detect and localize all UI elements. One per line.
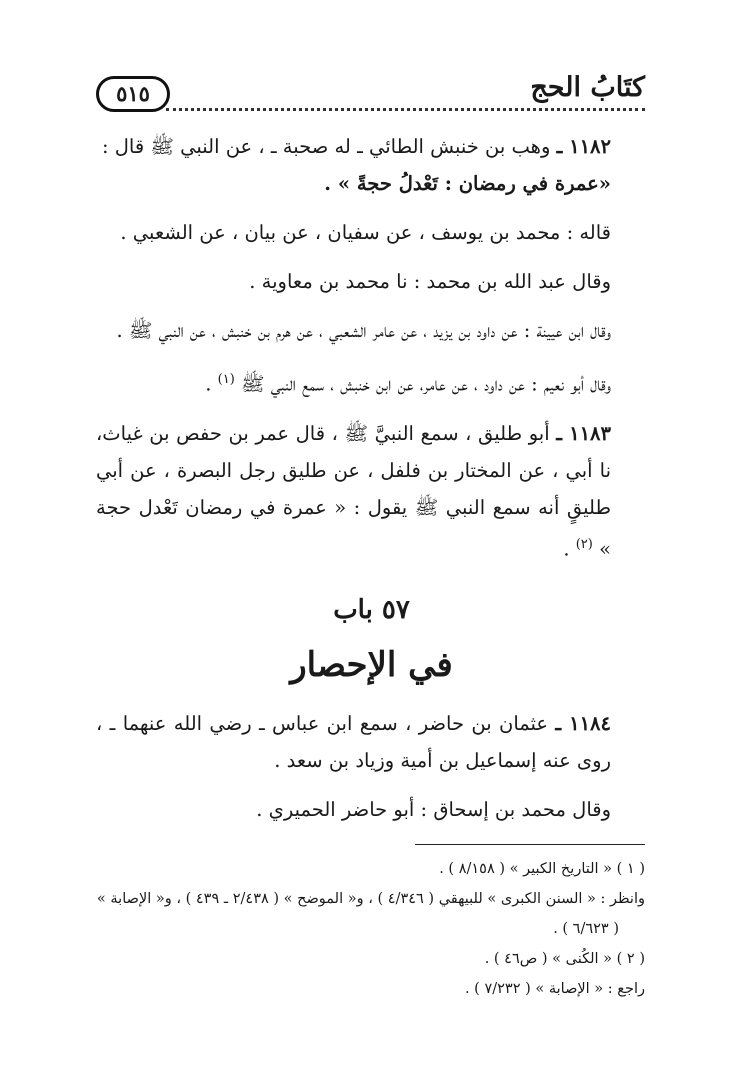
narration-text: وقال عبد الله بن محمد : نا محمد بن معاوية . (249, 270, 611, 293)
header-dotted-rule (166, 108, 645, 111)
footnote-ref: (٢) (575, 536, 593, 552)
hadith-quote: «عمرة في رمضان : تَعْدلُ حجةً » . (324, 172, 611, 195)
entry-number: ١١٨٢ ـ (556, 135, 611, 158)
footnotes (96, 854, 645, 1004)
entry-1182 (96, 128, 645, 202)
entry-number: ١١٨٣ ـ (556, 421, 611, 445)
footnote-line: ( ١ ) « التاريخ الكبير » ( ٨/١٥٨ ) . (439, 861, 645, 877)
narration-text: وقال أبو نعيم : عن داود ، عن عامر، عن ابن خنبش ، سمع النبي ﷺ (240, 372, 611, 396)
narration-paragraph (96, 263, 645, 300)
narration-paragraph (96, 214, 645, 251)
entry-1184 (96, 705, 645, 779)
footnote-line: ( ٢ ) « الكُنى » ( ص٤٦ ) . (484, 951, 645, 967)
bab-number: ٥٧ باب (333, 595, 410, 625)
narration-paragraph (96, 312, 645, 349)
narration-text: وقال ابن عيينة : عن داود بن يزيد ، عن عامر الشعبي ، عن هرم بن خنبش ، عن النبي ﷺ . (116, 319, 611, 342)
bab-title: في الإحصار (290, 645, 453, 685)
chapter-title: كتَابُ الحج (530, 72, 645, 103)
entry-text: أبو طليق ، سمع النبيَّ ﷺ ، قال عمر بن حفص بن غياث، نا أبي ، عن المختار بن فلفل ، عن طليق رجل البصرة ، عن أبي طليقٍ أنه سمع النبي ﷺ يقول : « عمرة في رمضان تَعْدل حجة » (96, 421, 611, 560)
main-text-2 (96, 705, 645, 840)
footnote-divider (415, 844, 645, 845)
entry-1183: ١١٨٣ ـ أبو طليق ، سمع النبيَّ ﷺ ، قال عمر بن حفص بن غياث، نا أبي ، عن المختار بن فلفل ، عن طليق رجل البصرة ، عن أبي طليقٍ أنه سمع النبي ﷺ يقول : « عمرة في رمضان تَعْدل حجة » $^{(٢)}$ . (96, 421, 611, 560)
footnote-line: راجع : « الإصابة » ( ٧/٢٣٢ ) . (464, 981, 645, 997)
entry-number: ١١٨٤ ـ (555, 712, 611, 735)
narration-paragraph (96, 791, 645, 828)
footnote-ref: (١) (217, 372, 235, 387)
narration-text: وقال محمد بن إسحاق : أبو حاضر الحميري . (256, 798, 611, 821)
narration-text: قاله : محمد بن يوسف ، عن سفيان ، عن بيان ، عن الشعبي . (120, 221, 611, 244)
footnote-line: ( ٦/٦٢٣ ) . (553, 921, 619, 937)
narration-paragraph: وقال أبو نعيم : عن داود ، عن عامر، عن ابن خنبش ، سمع النبي ﷺ $^{(١)}$ . (205, 372, 611, 396)
entry-line: وهب بن خنبش الطائي ـ له صحبة ـ ، عن النبي ﷺ قال : (101, 135, 551, 158)
page-number-badge: ٥١٥ (96, 76, 170, 112)
main-text (96, 128, 645, 579)
page-header (96, 70, 645, 114)
footnote-line: وانظر : « السنن الكبرى » للبيهقي ( ٤/٣٤٦ ) ، و« الموضح » ( ٢/٤٣٨ ـ ٤٣٩ ) ، و« الإصابة » (96, 891, 645, 907)
entry-text: عثمان بن حاضر ، سمع ابن عباس ـ رضي الله عنهما ـ ، روى عنه إسماعيل بن أمية وزياد بن سعد . (96, 712, 611, 772)
